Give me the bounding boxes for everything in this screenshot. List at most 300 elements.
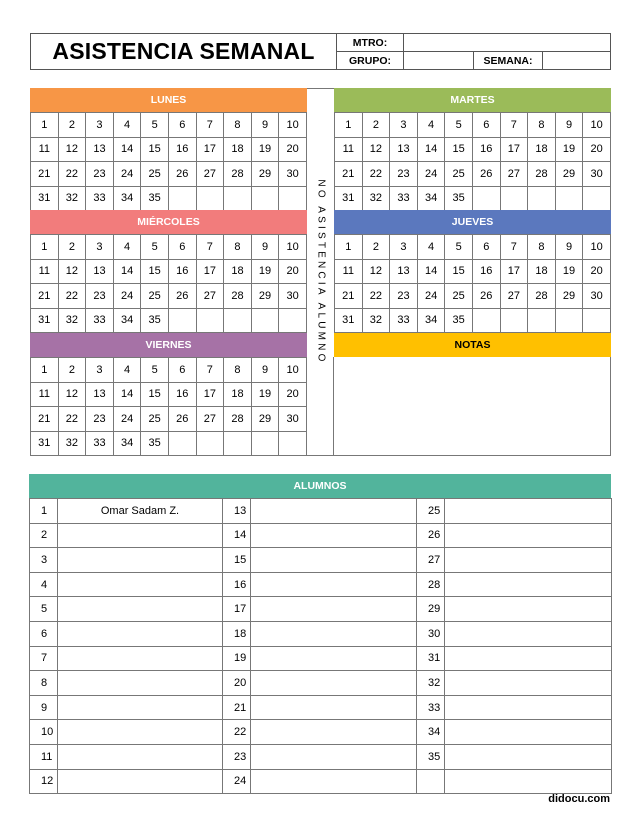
student-number: 18	[223, 621, 251, 646]
grupo-label: GRUPO:	[349, 54, 391, 67]
day-cell[interactable]: 3	[86, 235, 114, 260]
student-name[interactable]	[251, 548, 417, 573]
day-cell[interactable]: 2	[58, 113, 86, 138]
day-title-viernes: VIERNES	[30, 333, 307, 357]
day-cell[interactable]: 16	[168, 137, 196, 162]
day-cell[interactable]: 13	[86, 382, 114, 407]
day-cell[interactable]: 23	[86, 407, 114, 432]
student-name[interactable]	[445, 744, 612, 769]
day-cell[interactable]: 16	[168, 382, 196, 407]
day-cell[interactable]: 32	[362, 186, 390, 211]
day-cell[interactable]: 6	[472, 235, 500, 260]
day-cell[interactable]: 3	[390, 113, 418, 138]
student-number: 21	[223, 695, 251, 720]
student-name[interactable]	[58, 769, 223, 794]
day-cell[interactable]: 10	[583, 113, 611, 138]
day-cell[interactable]: 23	[390, 284, 418, 309]
student-name[interactable]	[445, 695, 612, 720]
student-name[interactable]	[58, 597, 223, 622]
student-number	[417, 769, 445, 794]
day-cell[interactable]: 13	[86, 259, 114, 284]
day-cell[interactable]: 23	[86, 284, 114, 309]
student-number: 20	[223, 671, 251, 696]
day-cell[interactable]	[500, 308, 528, 333]
day-cell[interactable]: 33	[86, 308, 114, 333]
day-cell[interactable]	[528, 186, 556, 211]
grupo-field[interactable]	[404, 52, 473, 69]
day-cell[interactable]: 14	[113, 137, 141, 162]
day-cell[interactable]: 19	[555, 137, 583, 162]
day-title-martes: MARTES	[334, 88, 611, 112]
day-cell[interactable]	[583, 308, 611, 333]
student-number: 17	[223, 597, 251, 622]
student-name[interactable]	[251, 572, 417, 597]
student-name[interactable]	[445, 646, 612, 671]
student-number: 25	[417, 499, 445, 524]
student-name[interactable]	[251, 597, 417, 622]
day-cell[interactable]: 24	[417, 284, 445, 309]
day-cell[interactable]	[251, 186, 279, 211]
student-number: 1	[30, 499, 58, 524]
day-title-jueves: JUEVES	[334, 210, 611, 234]
student-number: 10	[30, 720, 58, 745]
student-name[interactable]	[58, 671, 223, 696]
day-cell[interactable]: 12	[362, 137, 390, 162]
day-cell[interactable]: 9	[555, 235, 583, 260]
student-number: 2	[30, 523, 58, 548]
day-cell[interactable]: 34	[417, 308, 445, 333]
day-cell[interactable]: 25	[141, 284, 169, 309]
day-cell[interactable]: 29	[555, 162, 583, 187]
day-cell[interactable]: 17	[196, 259, 224, 284]
student-name[interactable]	[58, 621, 223, 646]
day-cell[interactable]: 20	[279, 259, 307, 284]
student-name[interactable]	[445, 671, 612, 696]
day-cell[interactable]	[168, 431, 196, 456]
day-cell[interactable]: 13	[86, 137, 114, 162]
day-cell[interactable]: 8	[528, 235, 556, 260]
day-cell[interactable]	[224, 308, 252, 333]
day-cell[interactable]: 16	[168, 259, 196, 284]
day-cell[interactable]: 34	[113, 186, 141, 211]
day-cell[interactable]: 28	[224, 407, 252, 432]
day-cell[interactable]: 14	[417, 137, 445, 162]
day-cell[interactable]: 31	[31, 186, 59, 211]
student-number: 26	[417, 523, 445, 548]
day-cell[interactable]	[168, 308, 196, 333]
day-cell[interactable]: 28	[528, 162, 556, 187]
day-cell[interactable]: 25	[445, 284, 473, 309]
day-cell[interactable]: 31	[335, 186, 363, 211]
student-number: 4	[30, 572, 58, 597]
table-row	[30, 499, 612, 524]
day-cell[interactable]: 27	[196, 407, 224, 432]
day-cell[interactable]: 29	[251, 407, 279, 432]
day-cell[interactable]: 5	[445, 113, 473, 138]
day-cell[interactable]: 11	[335, 259, 363, 284]
day-cell[interactable]: 25	[445, 162, 473, 187]
day-cell[interactable]: 6	[168, 358, 196, 383]
day-cell[interactable]: 27	[500, 284, 528, 309]
student-number: 33	[417, 695, 445, 720]
table-row	[30, 720, 612, 745]
student-number: 7	[30, 646, 58, 671]
day-cell[interactable]: 21	[335, 162, 363, 187]
day-cell[interactable]: 24	[417, 162, 445, 187]
day-cell[interactable]: 21	[31, 162, 59, 187]
day-cell[interactable]: 35	[141, 308, 169, 333]
day-cell[interactable]: 31	[31, 431, 59, 456]
student-name[interactable]	[445, 720, 612, 745]
student-number: 29	[417, 597, 445, 622]
student-number: 22	[223, 720, 251, 745]
day-cell[interactable]: 7	[196, 358, 224, 383]
day-cell[interactable]: 4	[417, 235, 445, 260]
day-cell[interactable]	[196, 431, 224, 456]
student-name[interactable]: Omar Sadam Z.	[58, 499, 223, 524]
day-cell[interactable]: 7	[196, 113, 224, 138]
day-cell[interactable]: 15	[141, 259, 169, 284]
day-cell[interactable]: 24	[113, 162, 141, 187]
day-cell[interactable]	[472, 308, 500, 333]
day-cell[interactable]: 9	[555, 113, 583, 138]
day-cell[interactable]: 19	[555, 259, 583, 284]
day-cell[interactable]: 1	[31, 358, 59, 383]
day-cell[interactable]	[224, 186, 252, 211]
notas-block	[334, 333, 611, 357]
day-cell[interactable]: 14	[113, 259, 141, 284]
student-name[interactable]	[58, 695, 223, 720]
day-cell[interactable]: 34	[417, 186, 445, 211]
students-table	[29, 498, 612, 794]
student-name[interactable]	[58, 646, 223, 671]
day-cell[interactable]: 2	[58, 235, 86, 260]
day-cell[interactable]: 19	[251, 137, 279, 162]
student-number: 32	[417, 671, 445, 696]
day-block-miercoles	[30, 210, 307, 333]
day-cell[interactable]: 21	[31, 407, 59, 432]
day-cell[interactable]: 27	[196, 162, 224, 187]
day-cell[interactable]: 15	[445, 137, 473, 162]
day-cell[interactable]: 17	[500, 259, 528, 284]
attendance-grid-viernes	[30, 357, 307, 456]
day-cell[interactable]: 28	[224, 284, 252, 309]
day-cell[interactable]: 30	[279, 407, 307, 432]
student-name[interactable]	[251, 671, 417, 696]
attendance-grid-lunes	[30, 112, 307, 211]
day-cell[interactable]: 17	[196, 137, 224, 162]
day-cell[interactable]: 26	[168, 162, 196, 187]
table-row	[30, 548, 612, 573]
header-box	[30, 33, 611, 70]
day-cell[interactable]: 15	[445, 259, 473, 284]
day-cell[interactable]: 28	[528, 284, 556, 309]
day-cell[interactable]: 15	[141, 137, 169, 162]
day-cell[interactable]: 7	[196, 235, 224, 260]
day-cell[interactable]: 30	[583, 284, 611, 309]
day-cell[interactable]: 28	[224, 162, 252, 187]
day-cell[interactable]: 5	[445, 235, 473, 260]
student-name[interactable]	[251, 523, 417, 548]
day-cell[interactable]	[196, 186, 224, 211]
student-name[interactable]	[445, 499, 612, 524]
student-name[interactable]	[445, 548, 612, 573]
student-number: 3	[30, 548, 58, 573]
student-name[interactable]	[251, 769, 417, 794]
day-cell[interactable]: 2	[362, 235, 390, 260]
student-number: 27	[417, 548, 445, 573]
day-cell[interactable]	[279, 308, 307, 333]
day-cell[interactable]: 35	[445, 308, 473, 333]
day-cell[interactable]: 17	[196, 382, 224, 407]
day-cell[interactable]	[555, 186, 583, 211]
day-cell[interactable]: 18	[224, 137, 252, 162]
day-cell[interactable]: 6	[472, 113, 500, 138]
day-cell[interactable]: 32	[362, 308, 390, 333]
mtro-field[interactable]	[403, 34, 611, 51]
day-cell[interactable]: 27	[196, 284, 224, 309]
day-cell[interactable]: 4	[113, 113, 141, 138]
day-cell[interactable]: 4	[417, 113, 445, 138]
table-row	[30, 671, 612, 696]
day-cell[interactable]: 29	[251, 162, 279, 187]
student-name[interactable]	[251, 621, 417, 646]
day-cell[interactable]: 14	[417, 259, 445, 284]
day-cell[interactable]: 29	[555, 284, 583, 309]
day-cell[interactable]: 8	[224, 235, 252, 260]
day-cell[interactable]: 14	[113, 382, 141, 407]
day-cell[interactable]: 25	[141, 162, 169, 187]
notas-area[interactable]	[333, 357, 611, 456]
day-cell[interactable]: 3	[390, 235, 418, 260]
day-cell[interactable]: 5	[141, 113, 169, 138]
day-cell[interactable]	[583, 186, 611, 211]
day-cell[interactable]: 35	[141, 186, 169, 211]
student-number: 34	[417, 720, 445, 745]
day-cell[interactable]: 9	[251, 358, 279, 383]
student-number: 30	[417, 621, 445, 646]
day-cell[interactable]: 12	[362, 259, 390, 284]
day-cell[interactable]: 12	[58, 259, 86, 284]
day-cell[interactable]: 26	[472, 284, 500, 309]
day-cell[interactable]: 30	[583, 162, 611, 187]
day-block-lunes	[30, 88, 307, 211]
day-cell[interactable]: 34	[113, 308, 141, 333]
student-number: 11	[30, 744, 58, 769]
day-cell[interactable]: 29	[251, 284, 279, 309]
student-number: 23	[223, 744, 251, 769]
day-cell[interactable]: 1	[31, 235, 59, 260]
day-cell[interactable]: 4	[113, 358, 141, 383]
student-name[interactable]	[58, 523, 223, 548]
student-number: 31	[417, 646, 445, 671]
day-cell[interactable]	[500, 186, 528, 211]
student-number: 24	[223, 769, 251, 794]
day-cell[interactable]: 30	[279, 284, 307, 309]
day-cell[interactable]: 5	[141, 235, 169, 260]
day-cell[interactable]: 32	[58, 186, 86, 211]
day-cell[interactable]: 1	[335, 235, 363, 260]
day-cell[interactable]: 19	[251, 382, 279, 407]
day-cell[interactable]: 7	[500, 235, 528, 260]
day-cell[interactable]: 6	[168, 235, 196, 260]
day-cell[interactable]: 35	[445, 186, 473, 211]
student-name[interactable]	[58, 744, 223, 769]
day-cell[interactable]: 2	[58, 358, 86, 383]
student-name[interactable]	[445, 597, 612, 622]
student-name[interactable]	[445, 523, 612, 548]
day-cell[interactable]: 22	[362, 162, 390, 187]
day-cell[interactable]: 16	[472, 259, 500, 284]
alumnos-title: ALUMNOS	[29, 474, 611, 498]
day-cell[interactable]	[168, 186, 196, 211]
day-cell[interactable]: 20	[583, 259, 611, 284]
day-cell[interactable]	[555, 308, 583, 333]
day-cell[interactable]: 18	[528, 137, 556, 162]
student-number: 5	[30, 597, 58, 622]
day-cell[interactable]: 18	[528, 259, 556, 284]
student-name[interactable]	[58, 548, 223, 573]
day-cell[interactable]: 33	[86, 431, 114, 456]
day-cell[interactable]: 11	[335, 137, 363, 162]
day-cell[interactable]: 32	[58, 308, 86, 333]
day-cell[interactable]: 27	[500, 162, 528, 187]
day-cell[interactable]: 12	[58, 137, 86, 162]
day-cell[interactable]: 10	[279, 113, 307, 138]
day-cell[interactable]: 9	[251, 235, 279, 260]
day-cell[interactable]: 8	[224, 113, 252, 138]
day-cell[interactable]: 23	[86, 162, 114, 187]
day-cell[interactable]: 24	[113, 284, 141, 309]
no-asistencia-label: NO ASISTENCIA ALUMNO	[315, 179, 326, 365]
day-cell[interactable]: 11	[31, 382, 59, 407]
day-block-jueves	[334, 210, 611, 333]
day-cell[interactable]: 20	[583, 137, 611, 162]
semana-field[interactable]	[543, 52, 610, 69]
day-cell[interactable]	[251, 308, 279, 333]
day-cell[interactable]: 35	[141, 431, 169, 456]
student-name[interactable]	[251, 720, 417, 745]
day-cell[interactable]: 16	[472, 137, 500, 162]
student-number: 19	[223, 646, 251, 671]
day-cell[interactable]: 10	[279, 358, 307, 383]
attendance-grid-miercoles	[30, 234, 307, 333]
day-cell[interactable]: 22	[58, 284, 86, 309]
day-cell[interactable]: 9	[251, 113, 279, 138]
day-cell[interactable]: 33	[390, 186, 418, 211]
day-cell[interactable]	[196, 308, 224, 333]
day-cell[interactable]: 26	[168, 284, 196, 309]
day-cell[interactable]: 22	[362, 284, 390, 309]
table-row	[30, 572, 612, 597]
student-number: 35	[417, 744, 445, 769]
day-cell[interactable]: 4	[113, 235, 141, 260]
day-block-viernes	[30, 333, 307, 456]
day-cell[interactable]: 15	[141, 382, 169, 407]
day-cell[interactable]: 7	[500, 113, 528, 138]
day-cell[interactable]: 20	[279, 382, 307, 407]
day-cell[interactable]: 1	[335, 113, 363, 138]
semana-label: SEMANA:	[483, 54, 533, 67]
student-name[interactable]	[251, 499, 417, 524]
day-cell[interactable]: 18	[224, 382, 252, 407]
student-name[interactable]	[445, 769, 612, 794]
day-cell[interactable]: 23	[390, 162, 418, 187]
day-cell[interactable]	[224, 431, 252, 456]
day-cell[interactable]: 33	[390, 308, 418, 333]
table-row	[30, 621, 612, 646]
table-row	[30, 523, 612, 548]
day-cell[interactable]: 21	[31, 284, 59, 309]
student-number: 8	[30, 671, 58, 696]
day-cell[interactable]: 1	[31, 113, 59, 138]
table-row	[30, 769, 612, 794]
student-number: 28	[417, 572, 445, 597]
student-name[interactable]	[445, 621, 612, 646]
day-cell[interactable]: 8	[224, 358, 252, 383]
day-cell[interactable]: 10	[583, 235, 611, 260]
day-cell[interactable]: 11	[31, 137, 59, 162]
day-cell[interactable]: 13	[390, 259, 418, 284]
student-number: 6	[30, 621, 58, 646]
day-cell[interactable]: 26	[168, 407, 196, 432]
day-cell[interactable]: 31	[335, 308, 363, 333]
day-cell[interactable]	[251, 431, 279, 456]
day-cell[interactable]: 6	[168, 113, 196, 138]
day-cell[interactable]	[279, 186, 307, 211]
day-cell[interactable]: 20	[279, 137, 307, 162]
day-cell[interactable]: 18	[224, 259, 252, 284]
day-cell[interactable]: 11	[31, 259, 59, 284]
day-cell[interactable]	[528, 308, 556, 333]
day-cell[interactable]: 12	[58, 382, 86, 407]
student-number: 13	[223, 499, 251, 524]
student-name[interactable]	[251, 695, 417, 720]
student-name[interactable]	[58, 720, 223, 745]
student-name[interactable]	[251, 646, 417, 671]
day-cell[interactable]	[472, 186, 500, 211]
day-cell[interactable]: 13	[390, 137, 418, 162]
mtro-label: MTRO:	[352, 36, 388, 49]
student-name[interactable]	[58, 572, 223, 597]
day-cell[interactable]	[279, 431, 307, 456]
day-cell[interactable]: 33	[86, 186, 114, 211]
day-cell[interactable]: 22	[58, 407, 86, 432]
day-title-miercoles: MIÉRCOLES	[30, 210, 307, 234]
day-cell[interactable]: 5	[141, 358, 169, 383]
day-cell[interactable]: 10	[279, 235, 307, 260]
day-cell[interactable]: 32	[58, 431, 86, 456]
table-row	[30, 597, 612, 622]
day-cell[interactable]: 34	[113, 431, 141, 456]
day-cell[interactable]: 21	[335, 284, 363, 309]
day-block-martes	[334, 88, 611, 211]
day-cell[interactable]: 3	[86, 358, 114, 383]
student-name[interactable]	[251, 744, 417, 769]
day-cell[interactable]: 3	[86, 113, 114, 138]
day-cell[interactable]: 19	[251, 259, 279, 284]
day-cell[interactable]: 22	[58, 162, 86, 187]
day-cell[interactable]: 26	[472, 162, 500, 187]
day-cell[interactable]: 30	[279, 162, 307, 187]
student-name[interactable]	[445, 572, 612, 597]
day-cell[interactable]: 17	[500, 137, 528, 162]
day-cell[interactable]: 8	[528, 113, 556, 138]
day-cell[interactable]: 25	[141, 407, 169, 432]
day-cell[interactable]: 24	[113, 407, 141, 432]
day-cell[interactable]: 2	[362, 113, 390, 138]
day-cell[interactable]: 31	[31, 308, 59, 333]
